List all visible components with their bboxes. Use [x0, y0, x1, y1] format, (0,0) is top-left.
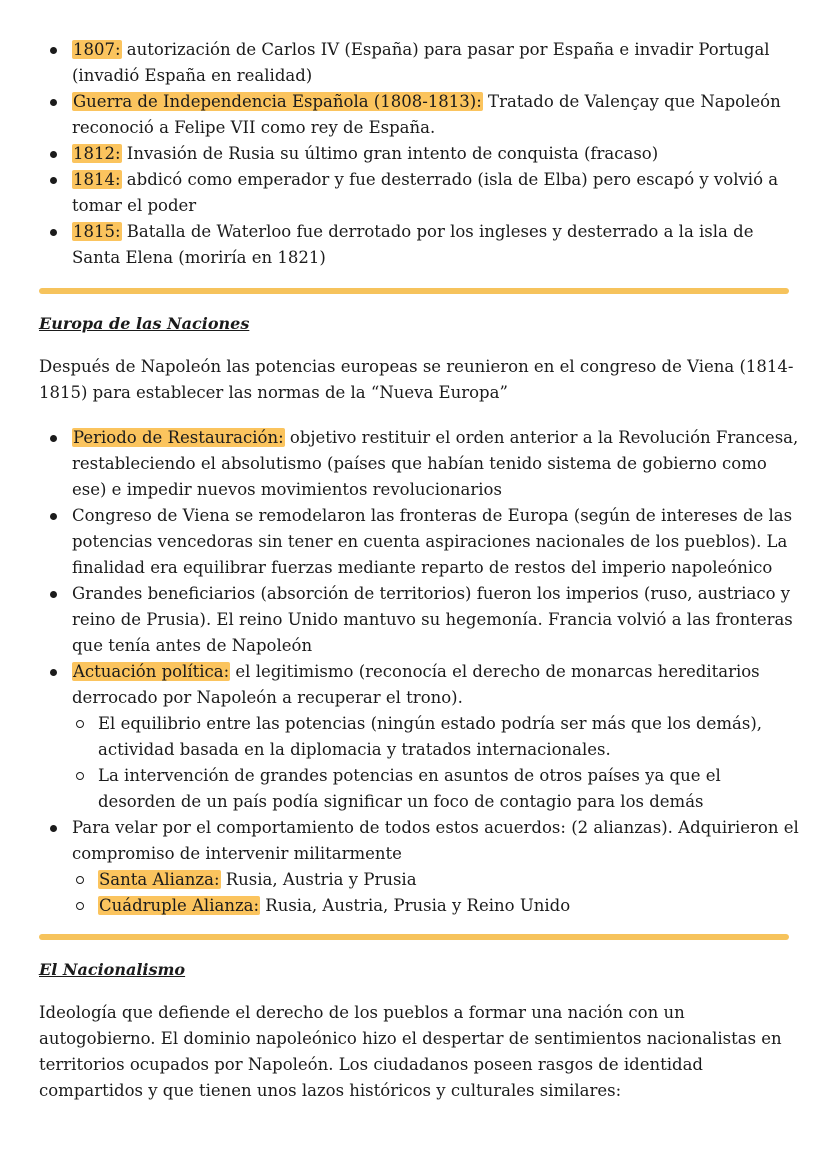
- sub-list-item-text: El equilibrio entre las potencias (ningún estado podría ser más que los demás), actividad basada en la diplomacia y tratados internacionales.: [98, 714, 763, 759]
- sub-list-item: [40, 893, 800, 919]
- section-heading-nacionalismo: El Nacionalismo: [39, 960, 186, 979]
- list-item-text: Grandes beneficiarios (absorción de territorios) fueron los imperios (ruso, austriaco y reino de Prusia). El reino Unido mantuvo su hegemonía. Francia volvió a las fronteras que tenía antes de Napoleón: [72, 584, 793, 655]
- list-item-text: Batalla de Waterloo fue derrotado por los ingleses y desterrado a la isla de Santa Elena (moriría en 1821): [72, 222, 754, 267]
- list-item-text: abdicó como emperador y fue desterrado (isla de Elba) pero escapó y volvió a tomar el poder: [72, 170, 779, 215]
- list-item-text: Tratado de Valençay que Napoleón reconoció a Felipe VII como rey de España.: [72, 92, 781, 137]
- sub-list-item: [40, 763, 800, 815]
- highlight-tag: Actuación política:: [73, 662, 230, 681]
- list-item: [40, 659, 800, 815]
- section-heading-europa: Europa de las Naciones: [39, 314, 250, 333]
- highlight-tag: 1807:: [73, 40, 121, 59]
- sub-list: [72, 867, 800, 919]
- sub-list-item: [40, 867, 800, 893]
- list-item: [40, 503, 800, 581]
- highlight-tag: 1815:: [73, 222, 121, 241]
- europa-list: [40, 425, 800, 919]
- highlight-tag: Cuádruple Alianza:: [99, 896, 260, 915]
- sub-list-item-text: Rusia, Austria y Prusia: [220, 870, 417, 889]
- napoleon-timeline-list: [40, 37, 800, 271]
- list-item: [40, 815, 800, 919]
- sub-list: [72, 711, 800, 815]
- list-item: [40, 581, 800, 659]
- section-divider: [39, 288, 789, 294]
- list-item: [40, 141, 800, 167]
- highlight-tag: Santa Alianza:: [99, 870, 220, 889]
- nacionalismo-intro-paragraph: Ideología que defiende el derecho de los pueblos a formar una nación con un autogobierno. El dominio napoleónico hizo el despertar de sentimientos nacionalistas en territorios ocupados por Napoleón. Los ciudadanos poseen rasgos de identidad compartidos y que tienen unos lazos históricos y culturales similares:: [39, 1003, 782, 1100]
- list-item-text: Para velar por el comportamiento de todos estos acuerdos: (2 alianzas). Adquirieron el compromiso de intervenir militarmente: [72, 818, 799, 863]
- highlight-tag: Periodo de Restauración:: [73, 428, 284, 447]
- sub-list-item-text: Rusia, Austria, Prusia y Reino Unido: [260, 896, 571, 915]
- list-item-text: el legitimismo (reconocía el derecho de monarcas hereditarios derrocado por Napoleón a recuperar el trono).: [72, 662, 760, 707]
- list-item: [40, 167, 800, 219]
- europa-intro-paragraph: Después de Napoleón las potencias europeas se reunieron en el congreso de Viena (1814-1815) para establecer las normas de la “Nueva Europa”: [39, 357, 794, 402]
- list-item: [40, 37, 800, 89]
- list-item: [40, 219, 800, 271]
- sub-list-item-text: La intervención de grandes potencias en asuntos de otros países ya que el desorden de un país podía significar un foco de contagio para los demás: [98, 766, 721, 811]
- section-divider: [39, 934, 789, 940]
- highlight-tag: 1812:: [73, 144, 121, 163]
- list-item-text: autorización de Carlos IV (España) para pasar por España e invadir Portugal (invadió España en realidad): [72, 40, 770, 85]
- highlight-tag: Guerra de Independencia Española (1808-1813):: [73, 92, 482, 111]
- list-item-text: Invasión de Rusia su último gran intento de conquista (fracaso): [121, 144, 659, 163]
- highlight-tag: 1814:: [73, 170, 121, 189]
- list-item-text: objetivo restituir el orden anterior a la Revolución Francesa, restableciendo el absolutismo (países que habían tenido sistema de gobierno como ese) e impedir nuevos movimientos revolucionarios: [72, 428, 799, 499]
- list-item: [40, 89, 800, 141]
- list-item: [40, 425, 800, 503]
- list-item-text: Congreso de Viena se remodelaron las fronteras de Europa (según de intereses de las potencias vencedoras sin tener en cuenta aspiraciones nacionales de los pueblos). La finalidad era equilibrar fuerzas mediante reparto de restos del imperio napoleónico: [72, 506, 793, 577]
- sub-list-item: [40, 711, 800, 763]
